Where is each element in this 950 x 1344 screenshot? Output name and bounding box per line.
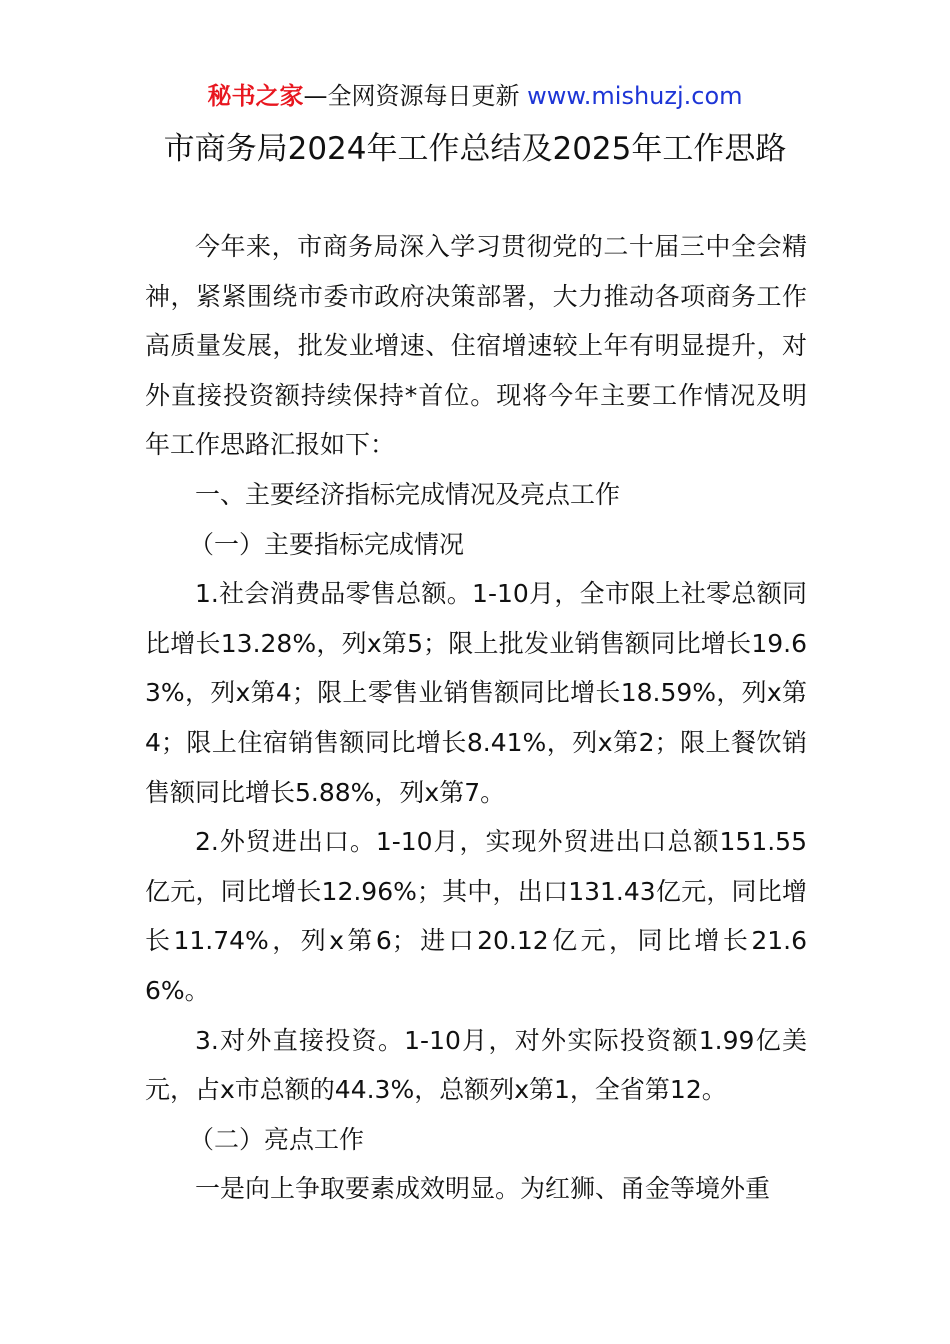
intro-paragraph: 今年来，市商务局深入学习贯彻党的二十届三中全会精神，紧紧围绕市委市政府决策部署，大力推动各项商务工作高质量发展，批发业增速、住宿增速较上年有明显提升，对外直接投资额持续保持*首位。现将今年主要工作情况及明年工作思路汇报如下： xyxy=(145,232,807,460)
site-name: 秘书之家 xyxy=(207,82,304,110)
site-url-link[interactable]: www.mishuzj.com xyxy=(527,82,743,110)
paragraph-outbound-investment: 3.对外直接投资。1-10月，对外实际投资额1.99亿美元，占x市总额的44.3%，总额列x第1，全省第12。 xyxy=(145,1025,807,1105)
section-heading-1: 一、主要经济指标完成情况及亮点工作 xyxy=(195,479,621,509)
paragraph-highlight-1: 一是向上争取要素成效明显。为红狮、甬金等境外重 xyxy=(195,1174,771,1204)
subsection-heading-2: （二）亮点工作 xyxy=(189,1124,365,1154)
paragraph-foreign-trade: 2.外贸进出口。1-10月，实现外贸进出口总额151.55亿元，同比增长12.96%；其中，出口131.43亿元，同比增长11.74%，列x第6；进口20.12亿元，同比增长21.66%。 xyxy=(145,827,807,1005)
document-title: 市商务局2024年工作总结及2025年工作思路 xyxy=(163,131,787,167)
paragraph-retail-sales: 1.社会消费品零售总额。1-10月，全市限上社零总额同比增长13.28%，列x第5；限上批发业销售额同比增长19.63%，列x第4；限上零售业销售额同比增长18.59%，列x第4；限上住宿销售额同比增长8.41%，列x第2；限上餐饮销售额同比增长5.88%，列x第7。 xyxy=(145,579,807,807)
site-header xyxy=(0,80,950,112)
subsection-heading-1: （一）主要指标完成情况 xyxy=(189,529,465,559)
document-body xyxy=(145,222,807,1214)
site-tagline: —全网资源每日更新 xyxy=(303,82,528,110)
